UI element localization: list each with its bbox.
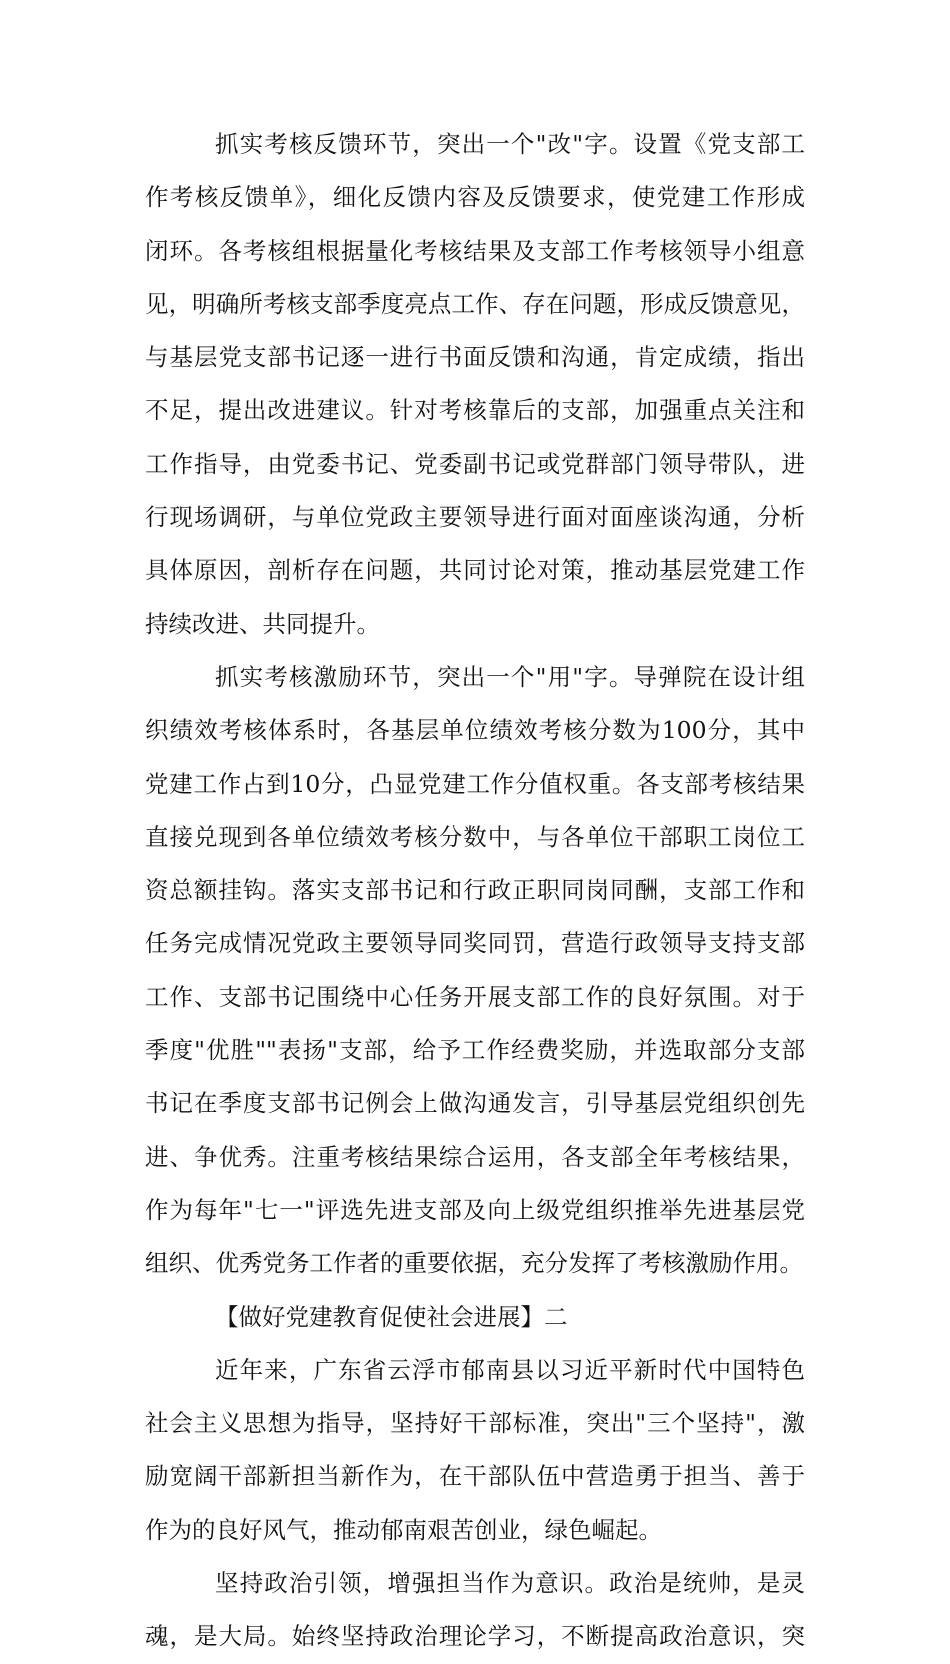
text-line: 进、争优秀。注重考核结果综合运用，各支部全年考核结果， xyxy=(145,1142,805,1171)
text-line: 直接兑现到各单位绩效考核分数中，与各单位干部职工岗位工 xyxy=(145,822,805,851)
section-heading xyxy=(145,1291,805,1344)
text-line: 作为的良好风气，推动郁南艰苦创业，绿色崛起。 xyxy=(145,1515,662,1544)
paragraph xyxy=(145,1557,805,1664)
text-line: 季度"优胜""表扬"支部，给予工作经费奖励，并选取部分支部 xyxy=(145,1036,805,1065)
document-body xyxy=(145,118,805,1664)
text-line: 工作指导，由党委书记、党委副书记或党群部门领导带队，进 xyxy=(145,449,805,478)
paragraph xyxy=(145,651,805,1291)
text-line: 不足，提出改进建议。针对考核靠后的支部，加强重点关注和 xyxy=(145,396,805,425)
text-line: 坚持政治引领，增强担当作为意识。政治是统帅，是灵 xyxy=(215,1569,805,1598)
paragraph xyxy=(145,118,805,651)
text-line: 行现场调研，与单位党政主要领导进行面对面座谈沟通，分析 xyxy=(145,503,805,532)
text-line: 见，明确所考核支部季度亮点工作、存在问题，形成反馈意见， xyxy=(145,289,805,318)
text-line: 作为每年"七一"评选先进支部及向上级党组织推举先进基层党 xyxy=(145,1195,805,1224)
text-line: 具体原因，剖析存在问题，共同讨论对策，推动基层党建工作 xyxy=(145,556,805,585)
text-line: 织绩效考核体系时，各基层单位绩效考核分数为100分，其中 xyxy=(145,716,805,745)
text-line: 抓实考核反馈环节，突出一个"改"字。设置《党支部工 xyxy=(215,130,805,158)
text-line: 组织、优秀党务工作者的重要依据，充分发挥了考核激励作用。 xyxy=(145,1249,803,1278)
text-line: 作考核反馈单》，细化反馈内容及反馈要求，使党建工作形成 xyxy=(145,183,805,212)
text-line: 励宽阔干部新担当新作为，在干部队伍中营造勇于担当、善于 xyxy=(145,1462,805,1491)
heading-line: 【做好党建教育促使社会进展】二 xyxy=(215,1302,568,1331)
text-line: 工作、支部书记围绕中心任务开展支部工作的良好氛围。对于 xyxy=(145,982,805,1011)
text-line: 任务完成情况党政主要领导同奖同罚，营造行政领导支持支部 xyxy=(145,929,805,958)
text-line: 持续改进、共同提升。 xyxy=(145,609,380,638)
text-line: 党建工作占到10分，凸显党建工作分值权重。各支部考核结果 xyxy=(145,769,805,798)
text-line: 闭环。各考核组根据量化考核结果及支部工作考核领导小组意 xyxy=(145,236,805,265)
text-line: 与基层党支部书记逐一进行书面反馈和沟通，肯定成绩，指出 xyxy=(145,343,805,372)
text-line: 社会主义思想为指导，坚持好干部标准，突出"三个坚持"，激 xyxy=(145,1409,805,1438)
text-line: 近年来，广东省云浮市郁南县以习近平新时代中国特色 xyxy=(215,1355,805,1384)
text-line: 资总额挂钩。落实支部书记和行政正职同岗同酬，支部工作和 xyxy=(145,876,805,905)
text-line: 书记在季度支部书记例会上做沟通发言，引导基层党组织创先 xyxy=(145,1089,805,1118)
paragraph xyxy=(145,1344,805,1557)
text-line: 魂，是大局。始终坚持政治理论学习，不断提高政治意识，突 xyxy=(145,1622,805,1651)
text-line: 抓实考核激励环节，突出一个"用"字。导弹院在设计组 xyxy=(215,662,805,691)
